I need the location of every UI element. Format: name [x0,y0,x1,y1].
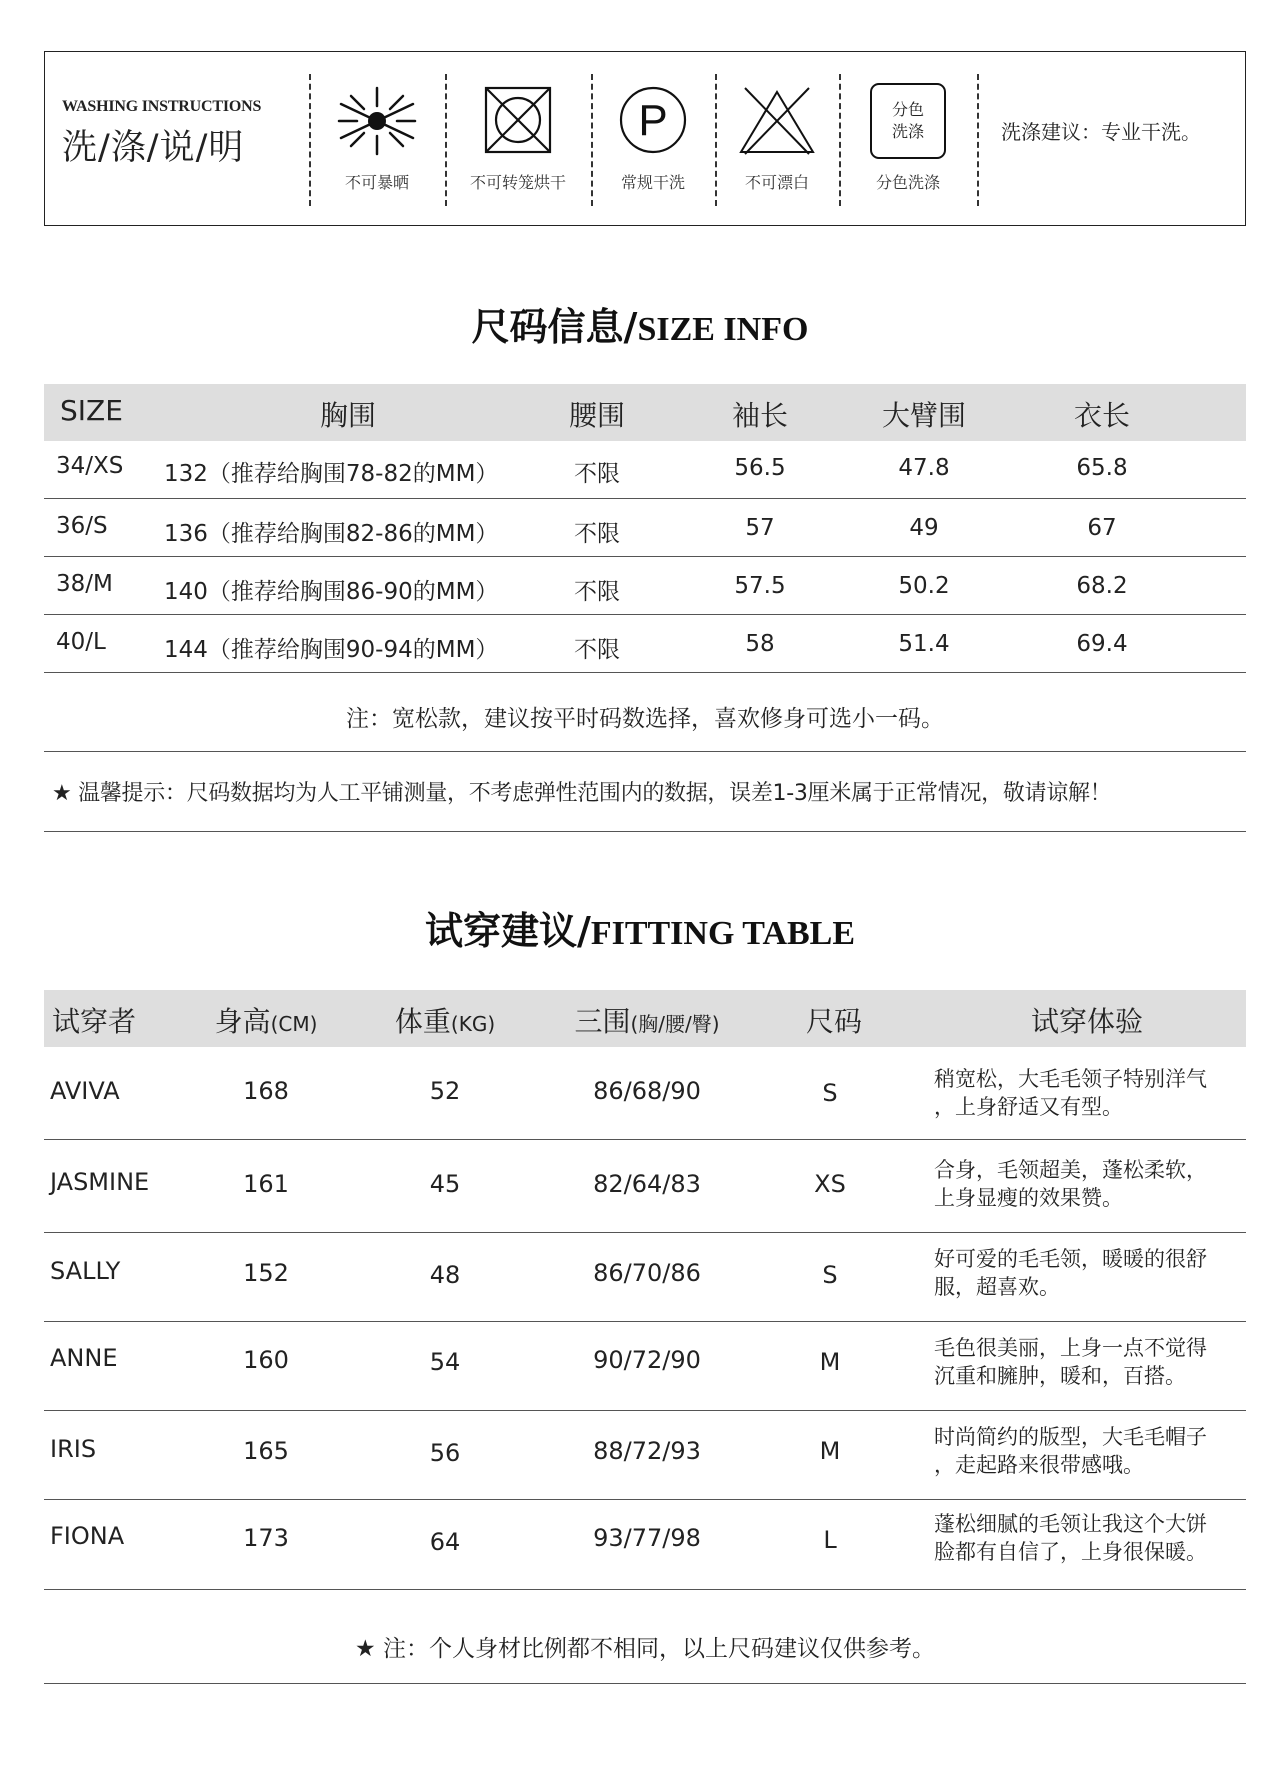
cell-size: M [819,1437,841,1465]
cell-weight: 64 [429,1528,461,1556]
divider [44,1683,1246,1684]
fit-header-experience: 试穿体验 [1030,1005,1144,1038]
cell-height: 160 [243,1346,289,1374]
cell-height: 161 [243,1170,289,1198]
cell-experience: 毛色很美丽，上身一点不觉得 沉重和臃肿，暖和，百搭。 [934,1336,1207,1388]
wash-label: 不可转笼烘干 [469,173,566,192]
cell-measure: 88/72/93 [593,1437,701,1465]
fitting-table [44,990,1246,1590]
wash-separately-icon-text: 分色 [891,100,924,119]
fit-header-weight-label: 体重 [394,1005,451,1038]
cell-size: S [822,1079,838,1107]
cell-chest: 144（推荐给胸围90-94的MM） [164,637,499,663]
cell-experience: 蓬松细腻的毛领让我这个大饼 脸都有自信了，上身很保暖。 [934,1512,1207,1564]
divider [44,751,1246,752]
table-row [44,1233,1246,1322]
cell-chest: 132（推荐给胸围78-82的MM） [164,461,499,487]
cell-arm: 49 [909,515,939,541]
cell-chest: 140（推荐给胸围86-90的MM） [164,579,499,605]
wash-item-no-sun [309,52,445,225]
size-header-waist: 腰围 [568,399,626,432]
cell-sleeve: 58 [745,631,775,657]
table-row [44,441,1246,499]
wash-item-dry-clean [591,52,715,225]
table-row [44,1047,1246,1140]
cell-measure: 86/70/86 [593,1259,701,1287]
cell-arm: 50.2 [898,573,950,599]
cell-weight: 48 [429,1261,461,1289]
cell-waist: 不限 [574,579,620,605]
fit-header-weight-unit: (KG) [450,1012,496,1036]
cell-sleeve: 57 [745,515,775,541]
washing-title-en: WASHING INSTRUCTIONS [62,98,262,115]
cell-measure: 90/72/90 [593,1346,701,1374]
cell-height: 152 [243,1259,289,1287]
cell-tester: SALLY [50,1257,121,1285]
cell-height: 173 [243,1524,289,1552]
cell-size: M [819,1348,841,1376]
wash-note: 洗涤建议：专业干洗。 [1001,120,1201,144]
wash-separately-icon [858,82,958,160]
cell-height: 168 [243,1077,289,1105]
cell-sleeve: 57.5 [734,573,786,599]
dry-clean-p-icon [603,82,703,160]
cell-weight: 54 [429,1348,461,1376]
cell-tester: JASMINE [50,1168,150,1196]
size-info-title-en: SIZE INFO [637,311,809,348]
fit-header-measure-unit: (胸/腰/臀) [630,1012,720,1036]
size-header-length: 衣长 [1073,399,1131,432]
washing-instructions-panel [44,51,1246,226]
size-table [44,384,1246,673]
cell-arm: 51.4 [898,631,950,657]
cell-size: L [823,1526,837,1554]
wash-item-separate [839,52,977,225]
fit-header-height-label: 身高 [214,1005,271,1038]
cell-waist: 不限 [574,521,620,547]
cell-weight: 52 [429,1077,461,1105]
fit-header-measure-label: 三围 [574,1005,631,1038]
cell-size: 40/L [56,629,106,655]
cell-weight: 45 [429,1170,461,1198]
size-tip: ★ 温馨提示：尺码数据均为人工平铺测量，不考虑弹性范围内的数据，误差1-3厘米属于正常情况，敬请谅解！ [52,781,1112,806]
wash-label: 不可暴晒 [344,173,409,192]
cell-size: 38/M [56,571,113,597]
cell-measure: 86/68/90 [593,1077,701,1105]
table-row [44,557,1246,615]
table-row [44,1411,1246,1500]
washing-title-block [45,52,309,225]
fit-header-tester: 试穿者 [52,1005,137,1038]
cell-measure: 82/64/83 [593,1170,701,1198]
fit-header-size: 尺码 [805,1005,863,1038]
cell-arm: 47.8 [898,455,950,481]
cell-weight: 56 [429,1439,461,1467]
cell-waist: 不限 [574,637,620,663]
fit-header-measure [574,1000,719,1040]
cell-experience: 时尚简约的版型，大毛毛帽子 ，走起路来很带感哦。 [934,1425,1207,1477]
size-info-title-zh: 尺码信息/ [471,305,638,349]
table-row [44,615,1246,673]
cell-measure: 93/77/98 [593,1524,701,1552]
cell-experience: 合身，毛领超美，蓬松柔软， 上身显瘦的效果赞。 [934,1158,1207,1210]
size-header-arm: 大臂围 [881,399,967,432]
table-row [44,1140,1246,1233]
fitting-note: ★ 注：个人身材比例都不相同，以上尺码建议仅供参考。 [355,1636,935,1662]
cell-size: 34/XS [56,453,124,479]
cell-chest: 136（推荐给胸围82-86的MM） [164,521,499,547]
cell-length: 67 [1087,515,1117,541]
no-tumble-dry-icon [468,82,568,160]
size-table-header [44,384,1246,441]
fit-header-weight [395,1000,495,1040]
cell-length: 68.2 [1076,573,1128,599]
size-header-size: SIZE [60,394,123,427]
wash-label: 分色洗涤 [875,173,940,192]
table-row [44,1500,1246,1590]
fitting-table-header [44,990,1246,1047]
wash-label: 不可漂白 [744,173,809,192]
wash-separately-icon-text: 洗涤 [891,122,924,141]
divider [44,831,1246,832]
size-header-chest: 胸围 [319,399,377,432]
fitting-title-zh: 试穿建议/ [424,909,591,953]
wash-item-no-bleach [715,52,839,225]
no-bleach-icon [727,82,827,160]
fitting-title-en: FITTING TABLE [590,915,856,952]
size-header-sleeve: 袖长 [731,399,789,432]
svg-text:P: P [638,96,668,145]
cell-height: 165 [243,1437,289,1465]
washing-title-zh: 洗/涤/说/明 [62,128,245,168]
cell-length: 69.4 [1076,631,1128,657]
fit-header-height [215,1000,318,1040]
cell-tester: AVIVA [50,1077,120,1105]
no-sun-dry-icon [327,82,427,160]
table-row [44,1322,1246,1411]
wash-item-no-tumble [445,52,591,225]
cell-size: XS [814,1170,846,1198]
cell-size: 36/S [56,513,108,539]
cell-experience: 稍宽松，大毛毛领子特别洋气 ，上身舒适又有型。 [934,1067,1207,1119]
table-row [44,499,1246,557]
cell-tester: ANNE [50,1344,118,1372]
size-note: 注：宽松款，建议按平时码数选择，喜欢修身可选小一码。 [346,706,944,732]
cell-tester: FIONA [50,1522,125,1550]
fit-header-height-unit: (CM) [270,1012,318,1036]
wash-note-block [977,52,1245,225]
cell-experience: 好可爱的毛毛领，暖暖的很舒 服，超喜欢。 [934,1247,1207,1299]
wash-label: 常规干洗 [620,173,685,192]
fitting-title [0,900,1280,955]
cell-length: 65.8 [1076,455,1128,481]
size-info-title [0,296,1280,351]
cell-sleeve: 56.5 [734,455,786,481]
cell-tester: IRIS [50,1435,97,1463]
cell-size: S [822,1261,838,1289]
cell-waist: 不限 [574,461,620,487]
